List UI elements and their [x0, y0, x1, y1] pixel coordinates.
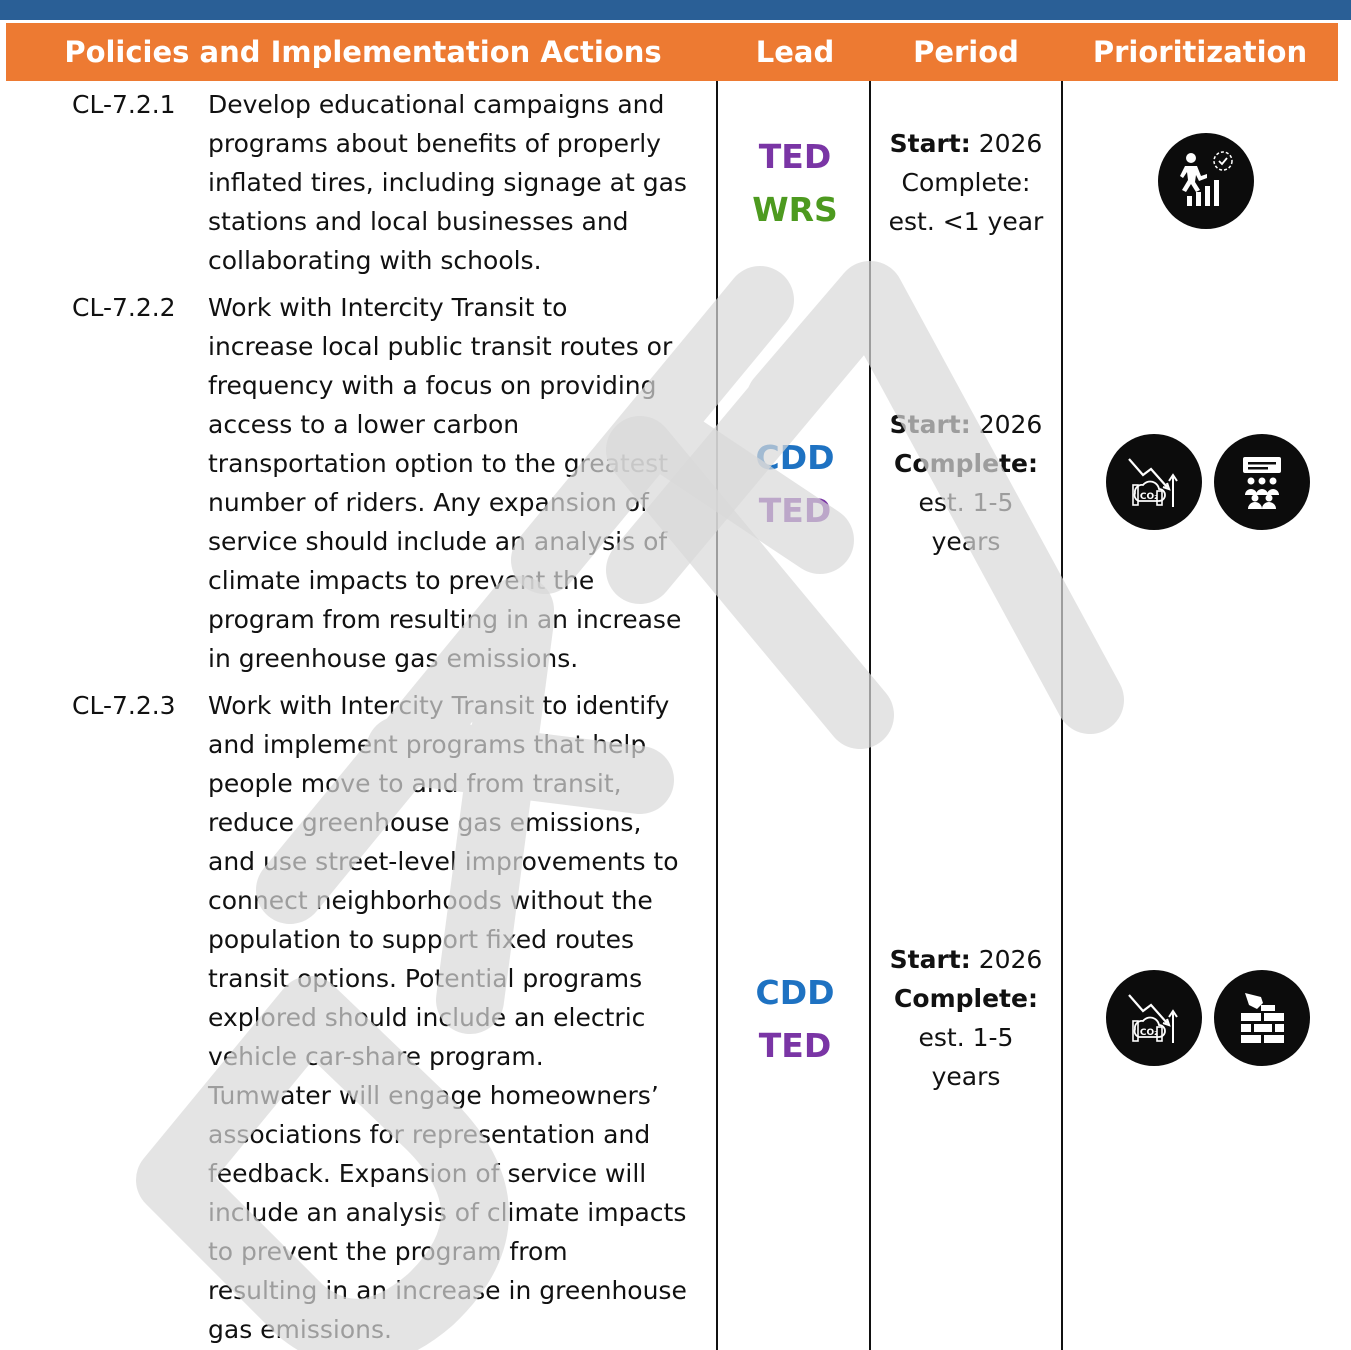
action-code: CL-7.2.1 — [72, 90, 176, 119]
start-label: Start: — [889, 410, 971, 439]
description-line: reduce greenhouse gas emissions, — [208, 808, 642, 837]
action-code: CL-7.2.2 — [72, 293, 176, 322]
description-line: resulting in an increase in greenhouse — [208, 1276, 687, 1305]
action-description — [208, 85, 712, 280]
lead-department: TED — [758, 137, 832, 176]
prioritization-icons — [1106, 970, 1310, 1066]
lead-departments — [720, 966, 870, 1072]
co2-glyph: CO₂ — [1139, 1028, 1159, 1038]
prioritization-icons — [1106, 434, 1310, 530]
start-line — [873, 124, 1059, 163]
description-line: collaborating with schools. — [208, 246, 542, 275]
duration: est. <1 year — [888, 207, 1044, 236]
description-line: frequency with a focus on providing — [208, 371, 657, 400]
description-line: include an analysis of climate impacts — [208, 1198, 687, 1227]
column-divider — [716, 81, 718, 1350]
start-line — [873, 940, 1059, 979]
description-line: associations for representation and — [208, 1120, 651, 1149]
progress-climber-icon — [1158, 133, 1254, 229]
description-line: stations and local businesses and — [208, 207, 629, 236]
period-cell — [873, 940, 1059, 1096]
description-line: connect neighborhoods without the — [208, 886, 653, 915]
description-line: people move to and from transit, — [208, 769, 622, 798]
prioritization-icons — [1158, 133, 1254, 229]
co2-reduction-icon — [1106, 434, 1202, 530]
column-divider — [1061, 81, 1063, 1350]
duration: est. 1-5 — [918, 488, 1014, 517]
description-line: Tumwater will engage homeowners’ — [208, 1081, 659, 1110]
description-line: Work with Intercity Transit to identify — [208, 691, 670, 720]
description-line: Work with Intercity Transit to — [208, 293, 568, 322]
community-engagement-icon — [1214, 434, 1310, 530]
description-line: and implement programs that help — [208, 730, 647, 759]
description-line: Develop educational campaigns and — [208, 90, 665, 119]
complete-label: Complete: — [894, 984, 1038, 1013]
description-line: transportation option to the greatest — [208, 449, 668, 478]
description-line: in greenhouse gas emissions. — [208, 644, 579, 673]
lead-department: CDD — [755, 973, 835, 1012]
description-line: service should include an analysis of — [208, 527, 668, 556]
action-code: CL-7.2.3 — [72, 691, 176, 720]
header-prioritization: Prioritization — [1092, 35, 1308, 69]
start-line — [873, 405, 1059, 444]
duration: est. 1-5 — [918, 1023, 1014, 1052]
period-cell — [873, 405, 1059, 561]
co2-glyph: CO₂ — [1139, 492, 1159, 502]
start-year: 2026 — [970, 129, 1043, 158]
duration: years — [931, 1062, 1001, 1091]
description-line: population to support fixed routes — [208, 925, 635, 954]
start-year: 2026 — [970, 945, 1043, 974]
lead-department: CDD — [755, 438, 835, 477]
description-line: inflated tires, including signage at gas — [208, 168, 687, 197]
duration: years — [931, 527, 1001, 556]
start-label: Start: — [889, 129, 971, 158]
complete-label: Complete: — [894, 449, 1038, 478]
top-band — [0, 0, 1351, 20]
description-line: to prevent the program from — [208, 1237, 568, 1266]
description-line: program from resulting in an increase — [208, 605, 682, 634]
description-line: gas emissions. — [208, 1315, 392, 1344]
description-line: feedback. Expansion of service will — [208, 1159, 647, 1188]
building-blocks-icon — [1214, 970, 1310, 1066]
header-policies: Policies and Implementation Actions — [64, 35, 662, 69]
description-line: transit options. Potential programs — [208, 964, 643, 993]
column-divider — [869, 81, 871, 1350]
description-line: access to a lower carbon — [208, 410, 520, 439]
description-line: explored should include an electric — [208, 1003, 646, 1032]
description-line: increase local public transit routes or — [208, 332, 673, 361]
table-header — [6, 23, 1338, 81]
header-lead: Lead — [755, 35, 835, 69]
action-description — [208, 288, 712, 678]
description-line: and use street-level improvements to — [208, 847, 679, 876]
header-period: Period — [913, 35, 1019, 69]
complete-label: Complete: — [901, 168, 1031, 197]
co2-reduction-icon — [1106, 970, 1202, 1066]
period-cell — [873, 124, 1059, 241]
lead-department: WRS — [752, 190, 838, 229]
lead-departments — [720, 130, 870, 236]
description-line: programs about benefits of properly — [208, 129, 661, 158]
start-label: Start: — [889, 945, 971, 974]
lead-department: TED — [758, 491, 832, 530]
description-line: climate impacts to prevent the — [208, 566, 595, 595]
action-description — [208, 686, 712, 1349]
start-year: 2026 — [970, 410, 1043, 439]
lead-department: TED — [758, 1026, 832, 1065]
description-line: number of riders. Any expansion of — [208, 488, 649, 517]
lead-departments — [720, 431, 870, 537]
description-line: vehicle car-share program. — [208, 1042, 544, 1071]
